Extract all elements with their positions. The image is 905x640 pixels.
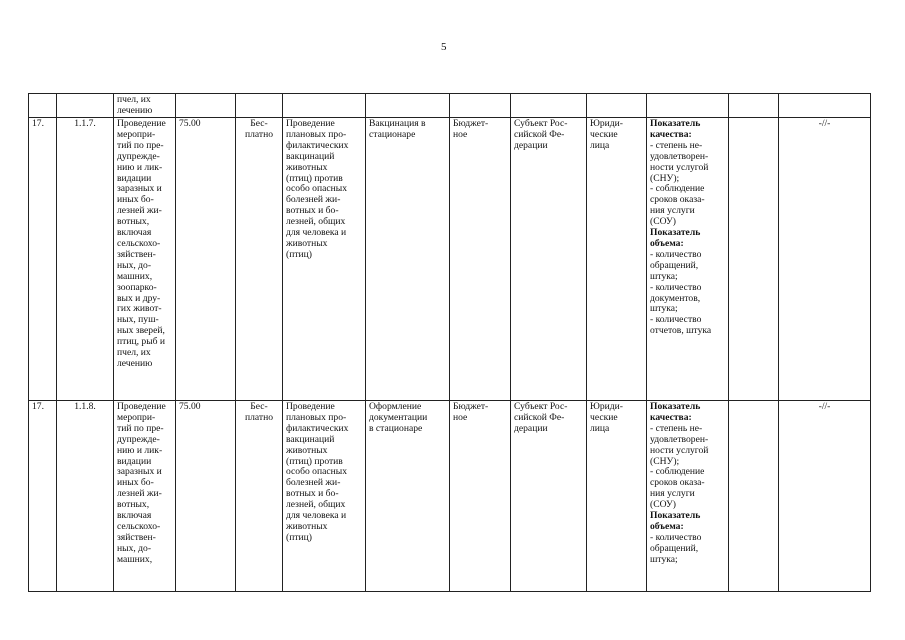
cell-consumers <box>587 401 647 592</box>
text-line: пчел, их <box>117 94 151 105</box>
cell-num <box>29 94 57 118</box>
indicator-line: - количество <box>650 281 702 293</box>
text-line: зяйствен- <box>117 531 156 543</box>
cell-ref <box>779 94 871 118</box>
text-line: меропри- <box>117 128 156 140</box>
indicator-line: - количество <box>650 248 702 260</box>
text-line: гих живот- <box>117 303 162 315</box>
indicator-line: Показатель <box>650 510 701 522</box>
indicator-line: качества: <box>650 411 692 423</box>
text-line: нию и лик- <box>117 161 163 173</box>
text-line: (птиц) против <box>286 455 343 467</box>
indicator-line: отчетов, штука <box>650 325 712 337</box>
table-row <box>29 118 871 401</box>
text-line: сийской Фе- <box>514 128 565 140</box>
text-line: Проведение <box>286 118 335 129</box>
indicator-line: обращений, <box>650 542 699 554</box>
cell-funding <box>450 94 511 118</box>
indicator-line: ности услугой <box>650 444 709 456</box>
text-line: Оформление <box>369 401 422 412</box>
indicator-line: - соблюдение <box>650 183 705 195</box>
text-line: машних, <box>117 270 153 282</box>
text-line: Бес- <box>250 118 268 129</box>
text-line: дупрежде- <box>117 433 160 445</box>
text-line: заразных и <box>117 466 162 478</box>
text-line: ческие <box>590 128 618 140</box>
indicator-line: - степень не- <box>650 139 703 151</box>
text-line: ных, пуш- <box>117 314 159 326</box>
text-line: платно <box>244 411 274 423</box>
text-line: вотных и бо- <box>286 488 339 500</box>
text-line: вотных, <box>117 499 150 511</box>
text-line: Субъект Рос- <box>514 401 568 412</box>
text-line: для человека и <box>286 510 347 522</box>
cell-num: 17. <box>29 118 57 401</box>
indicator-line: (СОУ) <box>650 499 676 511</box>
text-line: плановых про- <box>286 128 347 140</box>
text-line: иных бо- <box>117 194 154 206</box>
text-line: Бес- <box>250 401 268 412</box>
text-line: лезней, общих <box>286 216 346 228</box>
page-number: 5 <box>441 41 447 53</box>
text-line: филактических <box>286 422 349 434</box>
cell-funding <box>450 118 511 401</box>
text-line: лица <box>590 422 610 434</box>
text-line: (птиц) <box>286 248 312 260</box>
indicator-line: удовлетворен- <box>650 150 709 162</box>
text-line: в стационаре <box>369 422 423 434</box>
text-line: меропри- <box>117 411 156 423</box>
text-line: Юриди- <box>590 401 624 412</box>
cell-condition <box>366 118 450 401</box>
text-line: дерации <box>514 422 548 434</box>
text-line: вотных, <box>117 216 150 228</box>
cell-content <box>283 94 366 118</box>
text-line: дупрежде- <box>117 150 160 162</box>
text-line: платно <box>244 128 274 140</box>
text-line: лезней жи- <box>117 205 162 217</box>
text-line: птиц, рыб и <box>117 336 166 348</box>
text-line: лезней жи- <box>117 488 162 500</box>
text-line: животных <box>286 520 328 532</box>
text-line: документации <box>369 411 428 423</box>
cell-num: 17. <box>29 401 57 592</box>
text-line: ческие <box>590 411 618 423</box>
text-line: ное <box>453 128 468 140</box>
cell-ref: -//- <box>779 118 871 401</box>
text-line: ное <box>453 411 468 423</box>
cell-code: 1.1.7. <box>57 118 114 401</box>
text-line: особо опасных <box>286 183 347 195</box>
text-line: машних, <box>117 553 153 565</box>
text-line: тий по пре- <box>117 422 164 434</box>
text-line: лечению <box>117 104 153 116</box>
text-line: вакцинаций <box>286 433 335 445</box>
text-line: филактических <box>286 139 349 151</box>
indicator-line: штука; <box>650 553 678 565</box>
indicator-line: (СНУ); <box>650 172 680 184</box>
text-line: болезней жи- <box>286 194 341 206</box>
cell-level <box>511 118 587 401</box>
text-line: зяйствен- <box>117 248 156 260</box>
indicator-line: сроков оказа- <box>650 477 705 489</box>
text-line: вотных и бо- <box>286 205 339 217</box>
cell-empty <box>729 94 779 118</box>
text-line: вакцинаций <box>286 150 335 162</box>
text-line: видации <box>117 172 152 184</box>
text-line: Проведение <box>117 401 166 412</box>
indicator-line: Показатель <box>650 401 701 412</box>
text-line: (птиц) <box>286 531 312 543</box>
indicator-line: удовлетворен- <box>650 433 709 445</box>
text-line: видации <box>117 455 152 467</box>
text-line: болезней жи- <box>286 477 341 489</box>
text-line: сельскохо- <box>117 520 161 532</box>
text-line: Бюджет- <box>453 118 489 129</box>
text-line: дерации <box>514 139 548 151</box>
text-line: нию и лик- <box>117 444 163 456</box>
text-line: вых и дру- <box>117 292 161 304</box>
indicator-line: (СОУ) <box>650 216 676 228</box>
cell-funding <box>450 401 511 592</box>
cell-name <box>114 118 176 401</box>
cell-level <box>511 401 587 592</box>
indicator-line: обращений, <box>650 259 699 271</box>
cell-name <box>114 401 176 592</box>
text-line: заразных и <box>117 183 162 195</box>
indicator-line: качества: <box>650 128 692 140</box>
indicator-line: штука; <box>650 270 678 282</box>
text-line: лечению <box>117 357 153 369</box>
cell-name <box>114 94 176 118</box>
text-line: зоопарко- <box>117 281 157 293</box>
cell-consumers <box>587 118 647 401</box>
indicator-line: Показатель <box>650 227 701 239</box>
text-line: плановых про- <box>286 411 347 423</box>
text-line: включая <box>117 227 152 239</box>
text-line: стационаре <box>369 128 416 140</box>
cell-code: 1.1.8. <box>57 401 114 592</box>
indicator-line: документов, <box>650 292 701 304</box>
text-line: сельскохо- <box>117 237 161 249</box>
cell-indicators <box>647 118 729 401</box>
cell-indicators <box>647 94 729 118</box>
indicator-line: - соблюдение <box>650 466 705 478</box>
cell-consumers <box>587 94 647 118</box>
text-line: пчел, их <box>117 347 151 359</box>
text-line: ных зверей, <box>117 325 165 337</box>
text-line: сийской Фе- <box>514 411 565 423</box>
cell-value <box>176 94 236 118</box>
cell-content <box>283 401 366 592</box>
cell-empty <box>729 118 779 401</box>
indicator-line: - количество <box>650 314 702 326</box>
indicator-line: объема: <box>650 520 684 532</box>
text-line: Проведение <box>117 118 166 129</box>
indicator-line: объема: <box>650 237 684 249</box>
text-line: (птиц) против <box>286 172 343 184</box>
cell-ref: -//- <box>779 401 871 592</box>
cell-empty <box>729 401 779 592</box>
cell-indicators <box>647 401 729 592</box>
text-line: особо опасных <box>286 466 347 478</box>
continuation-row <box>29 94 871 118</box>
cell-payment <box>236 94 283 118</box>
table-row <box>29 401 871 592</box>
text-line: Субъект Рос- <box>514 118 568 129</box>
cell-level <box>511 94 587 118</box>
cell-payment <box>236 118 283 401</box>
services-table <box>28 93 871 592</box>
text-line: Бюджет- <box>453 401 489 412</box>
indicator-line: ности услугой <box>650 161 709 173</box>
indicator-line: сроков оказа- <box>650 194 705 206</box>
indicator-line: Показатель <box>650 118 701 129</box>
indicator-line: штука; <box>650 303 678 315</box>
text-line: ных, до- <box>117 542 152 554</box>
cell-value: 75.00 <box>176 118 236 401</box>
text-line: ных, до- <box>117 259 152 271</box>
indicator-line: ния услуги <box>650 205 695 217</box>
indicator-line: (СНУ); <box>650 455 680 467</box>
cell-payment <box>236 401 283 592</box>
indicator-line: - степень не- <box>650 422 703 434</box>
indicator-line: ния услуги <box>650 488 695 500</box>
text-line: тий по пре- <box>117 139 164 151</box>
indicator-line: - количество <box>650 531 702 543</box>
cell-condition <box>366 94 450 118</box>
text-line: лица <box>590 139 610 151</box>
text-line: для человека и <box>286 227 347 239</box>
cell-condition <box>366 401 450 592</box>
text-line: Проведение <box>286 401 335 412</box>
text-line: включая <box>117 510 152 522</box>
text-line: Вакцинация в <box>369 118 426 129</box>
text-line: лезней, общих <box>286 499 346 511</box>
text-line: Юриди- <box>590 118 624 129</box>
cell-code <box>57 94 114 118</box>
cell-content <box>283 118 366 401</box>
text-line: животных <box>286 237 328 249</box>
text-line: животных <box>286 161 328 173</box>
text-line: животных <box>286 444 328 456</box>
cell-value: 75.00 <box>176 401 236 592</box>
text-line: иных бо- <box>117 477 154 489</box>
